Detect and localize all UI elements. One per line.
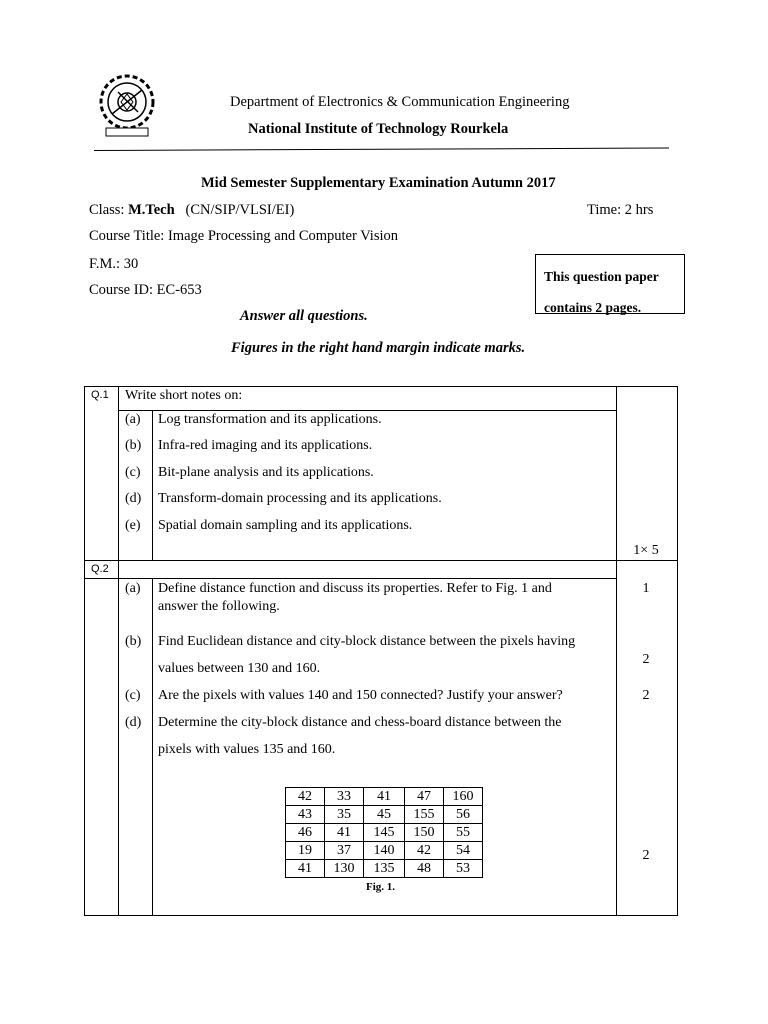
q1-marks: 1× 5 — [633, 543, 659, 558]
q1-item-b-text: Infra-red imaging and its applications. — [158, 438, 373, 453]
q2-item-b-line2: values between 130 and 160. — [158, 661, 321, 676]
grid-cell: 43 — [286, 806, 325, 824]
grid-row — [286, 824, 483, 842]
pixel-grid-figure — [285, 787, 483, 878]
department-name: Department of Electronics & Communication Engineering — [230, 94, 570, 110]
grid-cell: 37 — [325, 842, 364, 860]
full-marks: F.M.: 30 — [89, 256, 139, 272]
grid-cell: 35 — [325, 806, 364, 824]
q2-item-a-line1: Define distance function and discuss its properties. Refer to Fig. 1 and — [158, 581, 552, 596]
grid-cell: 42 — [286, 788, 325, 806]
grid-cell: 54 — [444, 842, 483, 860]
q2-item-b-label: (b) — [125, 634, 142, 649]
grid-cell: 41 — [286, 860, 325, 878]
grid-cell: 41 — [364, 788, 405, 806]
q1-item-c-label: (c) — [125, 465, 141, 480]
q1-item-e-text: Spatial domain sampling and its applications. — [158, 518, 413, 533]
grid-cell: 45 — [364, 806, 405, 824]
grid-cell: 135 — [364, 860, 405, 878]
grid-row — [286, 860, 483, 878]
grid-cell: 130 — [325, 860, 364, 878]
exam-time: Time: 2 hrs — [587, 202, 654, 218]
instruction-marks-margin: Figures in the right hand margin indicate marks. — [231, 340, 526, 356]
q2-number: Q.2 — [91, 563, 109, 575]
grid-cell: 33 — [325, 788, 364, 806]
q2-item-d-label: (d) — [125, 715, 142, 730]
grid-cell: 41 — [325, 824, 364, 842]
grid-cell: 48 — [405, 860, 444, 878]
grid-cell: 46 — [286, 824, 325, 842]
q1-item-a-label: (a) — [125, 412, 141, 427]
grid-cell: 140 — [364, 842, 405, 860]
q2-item-d-marks: 2 — [642, 848, 650, 863]
q1-item-c-text: Bit-plane analysis and its applications. — [158, 465, 374, 480]
grid-row — [286, 806, 483, 824]
q2-item-c-label: (c) — [125, 688, 141, 703]
grid-cell: 56 — [444, 806, 483, 824]
grid-cell: 19 — [286, 842, 325, 860]
q2-item-a-marks: 1 — [642, 581, 650, 596]
class-label: Class: — [89, 202, 129, 218]
q2-item-a-line2: answer the following. — [158, 599, 280, 614]
page-count-box — [535, 254, 685, 314]
grid-row — [286, 842, 483, 860]
class-streams: (CN/SIP/VLSI/EI) — [185, 202, 295, 218]
page-count-line2: contains 2 pages. — [544, 300, 642, 315]
q2-item-c-line1: Are the pixels with values 140 and 150 connected? Justify your answer? — [158, 688, 563, 703]
q2-item-b-line1: Find Euclidean distance and city-block distance between the pixels having — [158, 634, 576, 649]
q2-item-c-marks: 2 — [642, 688, 650, 703]
grid-cell: 55 — [444, 824, 483, 842]
figure-caption: Fig. 1. — [366, 881, 396, 893]
q2-item-d-line2: pixels with values 135 and 160. — [158, 742, 336, 757]
q2-item-a-label: (a) — [125, 581, 141, 596]
q1-heading: Write short notes on: — [125, 388, 243, 403]
q1-item-a-text: Log transformation and its applications. — [158, 412, 382, 427]
class-line — [89, 202, 294, 219]
q1-item-d-text: Transform-domain processing and its applications. — [158, 491, 442, 506]
course-id: Course ID: EC-653 — [89, 282, 202, 298]
grid-cell: 42 — [405, 842, 444, 860]
header-divider — [94, 147, 669, 151]
page-count-line1: This question paper — [544, 269, 659, 284]
grid-row — [286, 788, 483, 806]
exam-title: Mid Semester Supplementary Examination Autumn 2017 — [201, 175, 556, 191]
institute-logo — [94, 72, 160, 138]
q1-number: Q.1 — [91, 389, 109, 401]
grid-cell: 155 — [405, 806, 444, 824]
grid-cell: 145 — [364, 824, 405, 842]
grid-cell: 53 — [444, 860, 483, 878]
q1-item-b-label: (b) — [125, 438, 142, 453]
grid-cell: 47 — [405, 788, 444, 806]
q2-item-d-line1: Determine the city-block distance and chess-board distance between the — [158, 715, 562, 730]
q1-item-d-label: (d) — [125, 491, 142, 506]
institute-name: National Institute of Technology Rourkela — [248, 121, 509, 137]
instruction-answer-all: Answer all questions. — [240, 308, 368, 324]
class-value: M.Tech — [128, 202, 175, 218]
grid-cell: 150 — [405, 824, 444, 842]
grid-cell: 160 — [444, 788, 483, 806]
q1-item-e-label: (e) — [125, 518, 141, 533]
q2-item-b-marks: 2 — [642, 652, 650, 667]
course-title: Course Title: Image Processing and Computer Vision — [89, 228, 398, 244]
